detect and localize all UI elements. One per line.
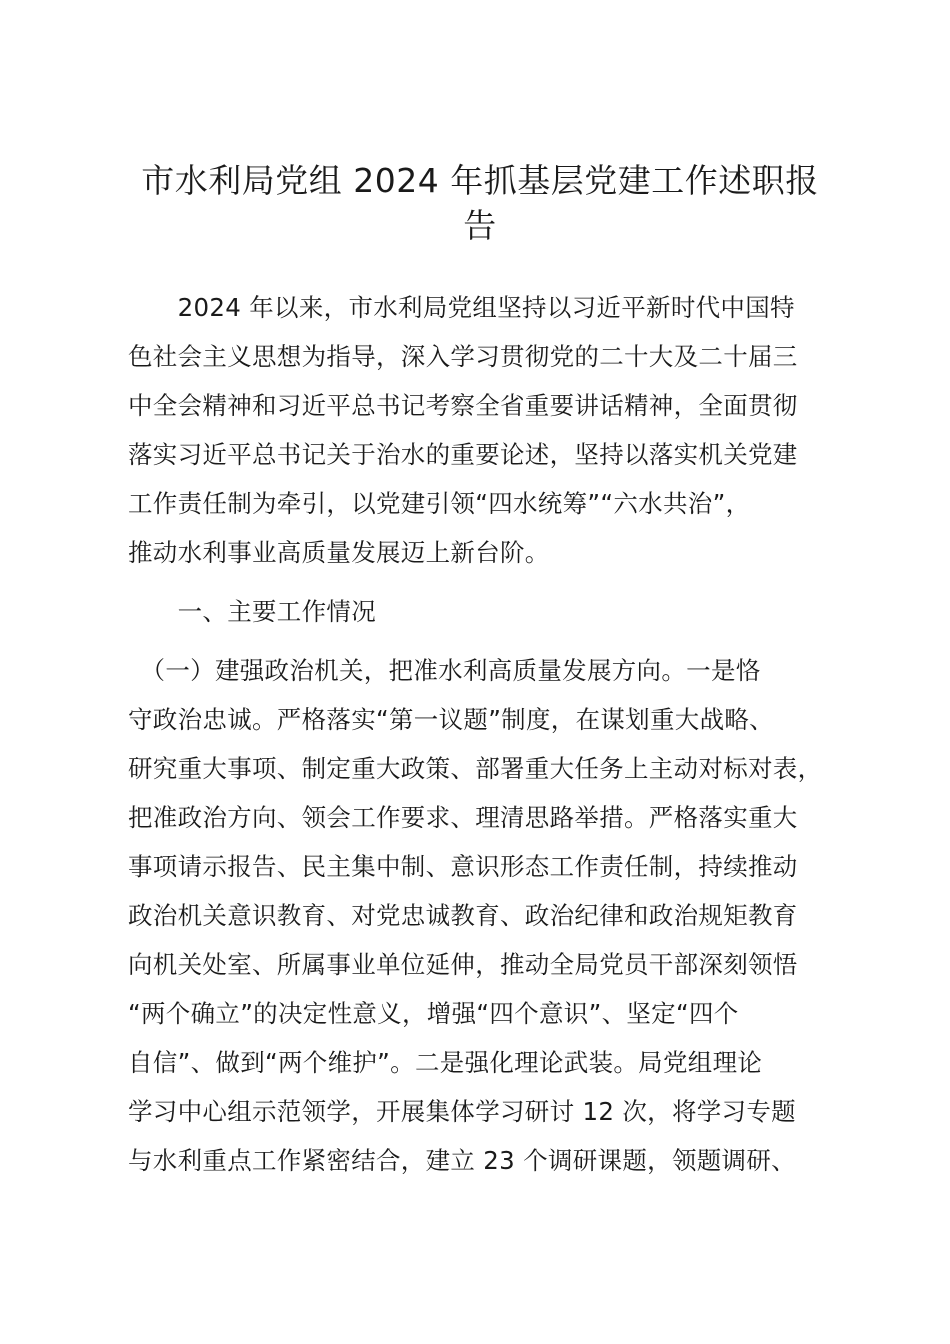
section-line: 把准政治方向、领会工作要求、理清思路举措。严格落实重大 [128, 803, 798, 832]
document-title [120, 158, 840, 248]
paragraph-gap [128, 577, 848, 587]
section-line: 研究重大事项、制定重大政策、部署重大任务上主动对标对表， [128, 754, 823, 783]
section-line: （一）建强政治机关，把准水利高质量发展方向。一是恪 [128, 656, 761, 685]
section-line: “两个确立”的决定性意义，增强“四个意识”、坚定“四个 [128, 999, 739, 1028]
section-line: 向机关处室、所属事业单位延伸，推动全局党员干部深刻领悟 [128, 950, 798, 979]
intro-line: 工作责任制为牵引，以党建引领“四水统筹”“六水共治”， [128, 489, 751, 518]
intro-line: 色社会主义思想为指导，深入学习贯彻党的二十大及二十届三 [128, 342, 798, 371]
intro-line: 2024 年以来，市水利局党组坚持以习近平新时代中国特 [128, 293, 795, 322]
section-line: 守政治忠诚。严格落实“第一议题”制度，在谋划重大战略、 [128, 705, 774, 734]
title-line-2: 告 [463, 206, 497, 245]
title-line-1: 市水利局党组 2024 年抓基层党建工作述职报 [141, 161, 819, 200]
document-body [128, 283, 848, 1185]
section-line: 政治机关意识教育、对党忠诚教育、政治纪律和政治规矩教育 [128, 901, 798, 930]
intro-line: 推动水利事业高质量发展迈上新台阶。 [128, 538, 550, 567]
section-line: 学习中心组示范领学，开展集体学习研讨 12 次，将学习专题 [128, 1097, 796, 1126]
section-line: 自信”、做到“两个维护”。二是强化理论武装。局党组理论 [128, 1048, 763, 1077]
section-heading: 一、主要工作情况 [128, 597, 376, 626]
intro-line: 落实习近平总书记关于治水的重要论述，坚持以落实机关党建 [128, 440, 798, 469]
section-line: 事项请示报告、民主集中制、意识形态工作责任制，持续推动 [128, 852, 798, 881]
intro-line: 中全会精神和习近平总书记考察全省重要讲话精神，全面贯彻 [128, 391, 798, 420]
paragraph-gap [128, 636, 848, 646]
section-line: 与水利重点工作紧密结合，建立 23 个调研课题，领题调研、 [128, 1146, 796, 1175]
